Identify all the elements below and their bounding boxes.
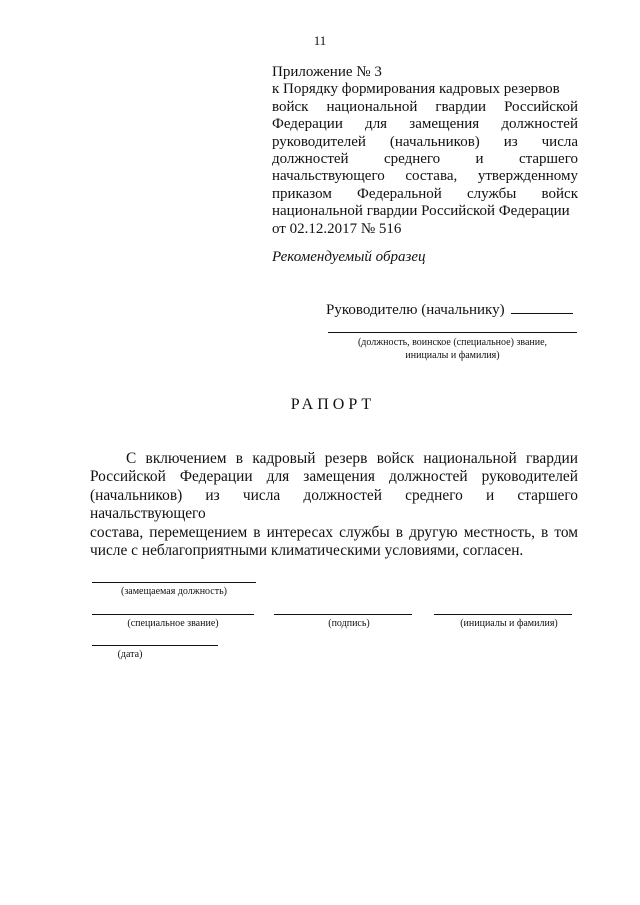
- date-caption: (дата): [117, 649, 143, 660]
- name-field-line[interactable]: [434, 614, 572, 615]
- appendix-line: приказом Федеральной службы войск: [272, 185, 578, 202]
- body-line: С включением в кадровый резерв войск национальной гвардии: [126, 450, 578, 467]
- addressee-blank[interactable]: [511, 300, 573, 314]
- appendix-line: должностей среднего и старшего: [272, 151, 578, 168]
- appendix-line: Федерации для замещения должностей: [272, 116, 578, 133]
- page-number: 11: [313, 33, 327, 48]
- date-field-line[interactable]: [92, 645, 218, 646]
- signature-caption: (подпись): [328, 618, 370, 629]
- addressee-caption-line: инициалы и фамилия): [405, 350, 500, 361]
- body-line: (начальников) из числа должностей среднего и старшего начальствующего: [90, 486, 578, 523]
- position-caption: (замещаемая должность): [120, 586, 227, 597]
- sample-label: Рекомендуемый образец: [272, 249, 426, 265]
- appendix-line: руководителей (начальников) из числа: [272, 133, 578, 150]
- body-line: состава, перемещением в интересах службы в другую местность, в том: [90, 523, 578, 541]
- rank-field-line[interactable]: [92, 614, 254, 615]
- rank-caption: (специальное звание): [127, 618, 219, 629]
- appendix-header: [272, 64, 578, 238]
- body-line: Российской Федерации для замещения должностей руководителей: [90, 468, 578, 486]
- name-caption: (инициалы и фамилия): [460, 618, 558, 629]
- addressee-text: Руководителю (начальнику): [326, 302, 505, 318]
- appendix-line: начальствующего состава, утвержденному: [272, 168, 578, 185]
- appendix-line: войск национальной гвардии Российской: [272, 98, 578, 115]
- addressee-caption: [328, 336, 577, 362]
- report-body: [90, 450, 578, 560]
- body-line: числе с неблагоприятными климатическими условиями, согласен.: [90, 542, 524, 560]
- addressee-rule[interactable]: [328, 332, 577, 333]
- document-title: РАПОРТ: [290, 396, 376, 413]
- appendix-line: от 02.12.2017 № 516: [272, 220, 402, 237]
- appendix-line: к Порядку формирования кадровых резервов: [272, 81, 560, 98]
- addressee-line: [326, 300, 573, 319]
- addressee-caption-line: (должность, воинское (специальное) звание,: [357, 337, 548, 348]
- position-field-line[interactable]: [92, 582, 256, 583]
- signature-field-line[interactable]: [274, 614, 412, 615]
- appendix-line: Приложение № 3: [272, 64, 382, 80]
- appendix-line: национальной гвардии Российской Федерации: [272, 203, 570, 220]
